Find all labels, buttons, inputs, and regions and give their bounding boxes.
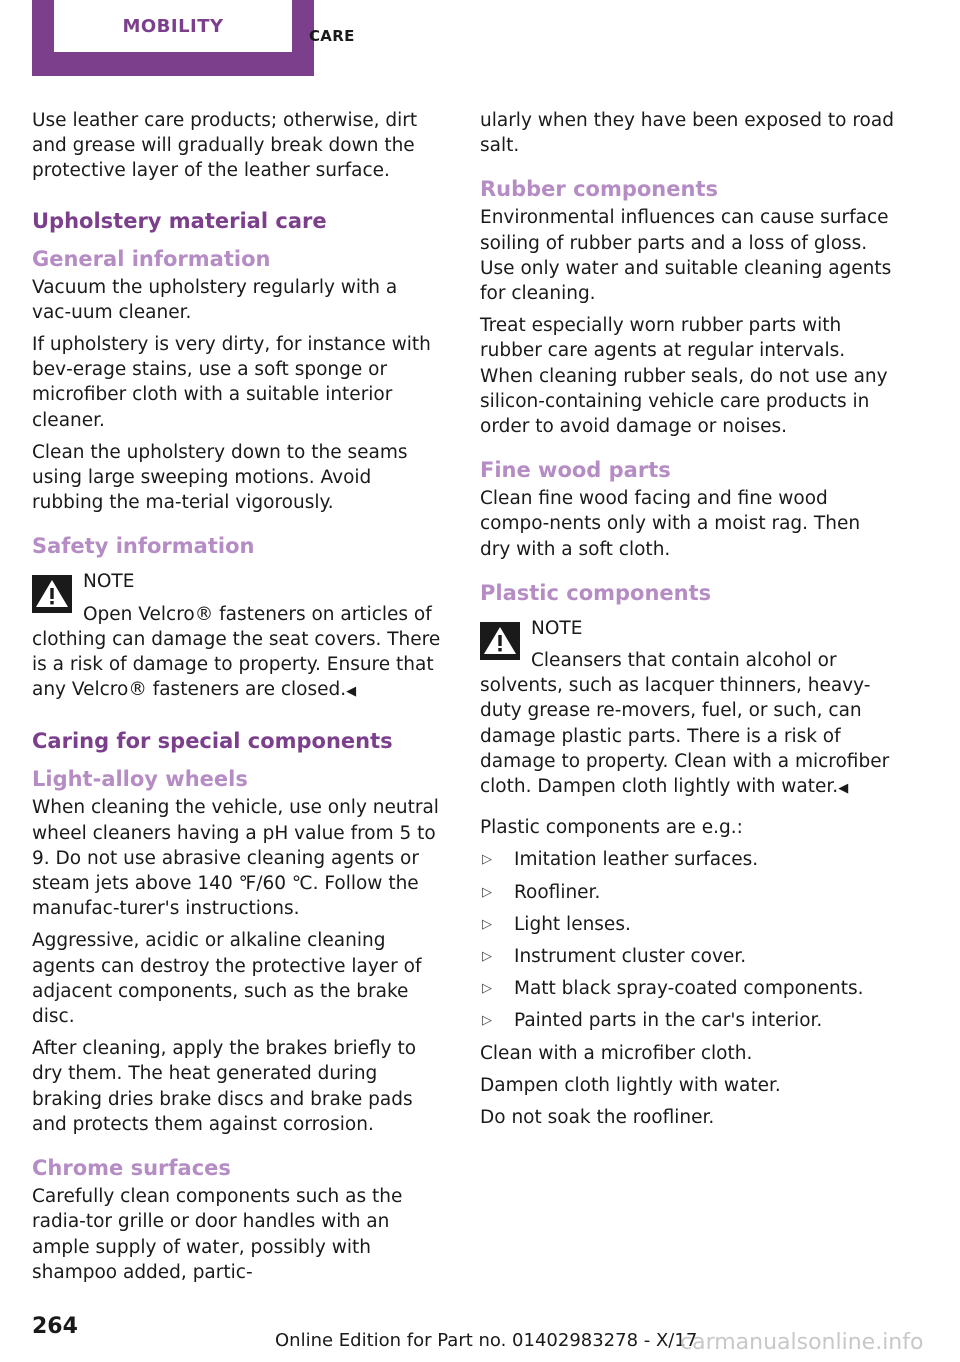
- list-item-text: Painted parts in the car's interior.: [514, 1010, 823, 1032]
- note-velcro: [32, 569, 448, 704]
- plastic-list: [480, 847, 896, 1033]
- note-plastic: [480, 616, 896, 801]
- list-item: [480, 880, 896, 905]
- wheels-paragraph-3: After cleaning, apply the brakes briefly to dry them. The heat generated during braking dries brake discs and brake pads and protects them against corrosion.: [32, 1038, 417, 1135]
- bullet-triangle-icon: ▷: [482, 1013, 492, 1029]
- rubber-paragraph-1: Environmental influences can cause surface soiling of rubber parts and a loss of gloss. Use only water and suitable cleaning agents for cleaning.: [480, 207, 892, 305]
- list-item: [480, 944, 896, 969]
- warning-icon: [32, 575, 72, 613]
- bullet-triangle-icon: ▷: [482, 916, 492, 932]
- note-text: [480, 648, 896, 801]
- heading-rubber-components: Rubber components: [480, 177, 718, 202]
- general-paragraph-1: Vacuum the upholstery regularly with a vac‑uum cleaner.: [32, 276, 398, 323]
- heading-chrome-surfaces: Chrome surfaces: [32, 1156, 231, 1181]
- heading-fine-wood-parts: Fine wood parts: [480, 458, 671, 483]
- chrome-continued: ularly when they have been exposed to road salt.: [480, 110, 894, 157]
- heading-special-components: Caring for special components: [32, 729, 393, 754]
- list-item: [480, 847, 896, 872]
- general-paragraph-3: Clean the upholstery down to the seams using large sweeping motions. Avoid rubbing the ma‑terial vigorously.: [32, 441, 408, 514]
- chapter-tabs: [32, 0, 314, 76]
- wood-paragraph: Clean fine wood facing and fine wood compo‑nents only with a moist rag. Then dry with a soft cloth.: [480, 488, 861, 560]
- heading-general-information: General information: [32, 246, 271, 271]
- list-item-text: Roofliner.: [514, 881, 601, 903]
- warning-icon: [480, 622, 520, 660]
- heading-light-alloy-wheels: Light-alloy wheels: [32, 767, 248, 792]
- wheels-paragraph-2: Aggressive, acidic or alkaline cleaning agents can destroy the protective layer of adjacent components, such as the brake disc.: [32, 930, 422, 1028]
- note-label: NOTE: [531, 617, 583, 639]
- bullet-triangle-icon: ▷: [482, 949, 492, 965]
- leather-intro: Use leather care products; otherwise, dirt and grease will gradually break down the protective layer of the leather surface.: [32, 110, 418, 182]
- note-label: NOTE: [83, 571, 135, 593]
- general-paragraph-2: If upholstery is very dirty, for instance with bev‑erage stains, use a soft sponge or microfiber cloth with a suitable interior cleaner.: [32, 334, 431, 431]
- heading-plastic-components: Plastic components: [480, 580, 712, 605]
- heading-safety-information: Safety information: [32, 534, 255, 559]
- end-mark: ◀: [346, 684, 357, 700]
- tab-mobility: [32, 0, 314, 76]
- list-item: [480, 912, 896, 937]
- online-edition-text: Online Edition for Part no. 01402983278 - X/17: [275, 1330, 698, 1351]
- note-text-body: Cleansers that contain alcohol or solvents, such as lacquer thinners, heavy-duty grease re‑movers, fuel, or such, can damage plastic parts. There is a risk of damage to property. Clean with a microfiber cloth. Dampen cloth lightly with water.: [480, 650, 890, 798]
- dampen-instruction: Dampen cloth lightly with water.: [480, 1074, 781, 1096]
- wheels-paragraph-1: When cleaning the vehicle, use only neutral wheel cleaners having a pH value from 5 to 9. Do not use abrasive cleaning agents or steam jets above 140 ℉/60 ℃. Follow the manufac‑turer's instructions.: [32, 797, 439, 920]
- bullet-triangle-icon: ▷: [482, 981, 492, 997]
- plastic-intro: Plastic components are e.g.:: [480, 817, 743, 839]
- tab-mobility-label: MOBILITY: [54, 0, 292, 52]
- note-text: [32, 602, 448, 705]
- list-item: [480, 1008, 896, 1033]
- chrome-paragraph: Carefully clean components such as the radia‑tor grille or door handles with an ample supply of water, possibly with shampoo added, partic‑: [32, 1186, 403, 1283]
- list-item-text: Instrument cluster cover.: [514, 946, 747, 968]
- list-item-text: Matt black spray-coated components.: [514, 978, 864, 1000]
- bullet-triangle-icon: ▷: [482, 852, 492, 868]
- heading-upholstery-care: Upholstery material care: [32, 208, 327, 233]
- left-column: [32, 108, 448, 1292]
- watermark: carmanualsonline.info: [680, 1330, 924, 1355]
- note-text-body: Open Velcro® fasteners on articles of clothing can damage the seat covers. There is a risk of damage to property. Ensure that any Velcro® fasteners are closed.: [32, 603, 441, 701]
- tab-care: CARE: [309, 27, 355, 45]
- soak-instruction: Do not soak the roofliner.: [480, 1107, 715, 1129]
- page-number: 264: [32, 1314, 78, 1339]
- bullet-triangle-icon: ▷: [482, 884, 492, 900]
- clean-instruction: Clean with a microfiber cloth.: [480, 1042, 753, 1064]
- end-mark: ◀: [838, 781, 849, 797]
- right-column: [480, 108, 896, 1137]
- list-item: [480, 976, 896, 1001]
- list-item-text: Light lenses.: [514, 913, 631, 935]
- list-item-text: Imitation leather surfaces.: [514, 849, 759, 871]
- rubber-paragraph-2: Treat especially worn rubber parts with rubber care agents at regular intervals. When cleaning rubber seals, do not use any silicon-containing vehicle care products in order to avoid damage or noises.: [480, 315, 888, 438]
